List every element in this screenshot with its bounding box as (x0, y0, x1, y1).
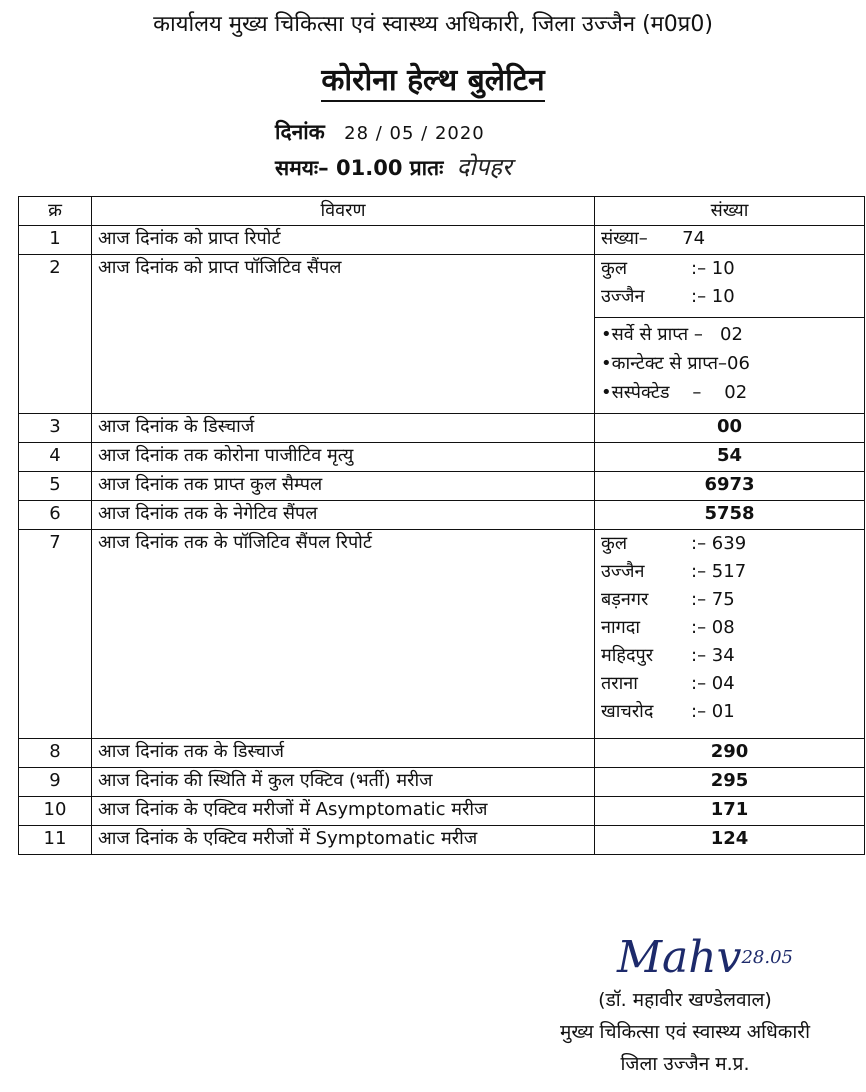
time-line (275, 150, 512, 183)
row-no: 11 (19, 826, 92, 855)
row-no: 10 (19, 797, 92, 826)
row-no: 2 (19, 255, 92, 414)
row-desc: आज दिनांक तक के डिस्चार्ज (92, 739, 595, 768)
time-label: समयः– (275, 156, 329, 180)
row-desc: आज दिनांक के एक्टिव मरीजों में Asymptomatic मरीज (92, 797, 595, 826)
sub-item: कुल :– 10 (601, 258, 735, 279)
row-desc: आज दिनांक के डिस्चार्ज (92, 414, 595, 443)
sub-item: नागदा :– 08 (601, 617, 735, 638)
sub-item: •सर्वे से प्राप्त – 02 (601, 324, 743, 345)
row-no: 5 (19, 472, 92, 501)
header-description: विवरण (92, 197, 595, 226)
row-value: 124 (595, 826, 865, 855)
sub-item: उज्जैन :– 10 (601, 286, 735, 307)
office-header: कार्यालय मुख्य चिकित्सा एवं स्वास्थ्य अधिकारी, जिला उज्जैन (म0प्र0) (153, 12, 713, 37)
row-desc: आज दिनांक की स्थिति में कुल एक्टिव (भर्ती) मरीज (92, 768, 595, 797)
signature-block (520, 928, 850, 988)
signatory-name: (डॉ. महावीर खण्डेलवाल) (598, 989, 772, 1011)
row-desc: आज दिनांक को प्राप्त रिपोर्ट (92, 226, 595, 255)
sub-item: कुल :– 639 (601, 533, 747, 554)
sub-item: बड़नगर :– 75 (601, 589, 735, 610)
row-desc: आज दिनांक तक के पॉजिटिव सैंपल रिपोर्ट (92, 530, 595, 739)
row-value: 290 (595, 739, 865, 768)
table-row (19, 443, 865, 472)
table-row (19, 530, 865, 739)
table-row (19, 255, 865, 414)
table-row (19, 226, 865, 255)
sub-item: •कान्टेक्ट से प्राप्त–06 (601, 353, 750, 374)
time-value: 01.00 प्रातः (336, 156, 444, 180)
table-row (19, 739, 865, 768)
sub-item: उज्जैन :– 517 (601, 561, 747, 582)
sub-item: खाचरोद :– 01 (601, 701, 735, 722)
row-no: 9 (19, 768, 92, 797)
row-value: 00 (595, 414, 865, 443)
row-desc: आज दिनांक तक कोरोना पाजीटिव मृत्यु (92, 443, 595, 472)
row-no: 8 (19, 739, 92, 768)
header-count: संख्या (595, 197, 865, 226)
sub-item: •सस्पेक्टेड – 02 (601, 382, 748, 403)
sub-item: तराना :– 04 (601, 673, 735, 694)
row-no: 7 (19, 530, 92, 739)
row-value (595, 255, 865, 414)
date-label: दिनांक (275, 120, 325, 144)
row-value: 6973 (595, 472, 865, 501)
bulletin-title: कोरोना हेल्थ बुलेटिन (0, 58, 866, 99)
bulletin-table (18, 196, 865, 855)
date-line (275, 118, 485, 146)
header-serial: क्र (19, 197, 92, 226)
row-no: 6 (19, 501, 92, 530)
row-value (595, 530, 865, 739)
row-no: 1 (19, 226, 92, 255)
signatory-designation: मुख्य चिकित्सा एवं स्वास्थ्य अधिकारी (560, 1021, 810, 1043)
table-row (19, 501, 865, 530)
row-desc: आज दिनांक तक प्राप्त कुल सैम्पल (92, 472, 595, 501)
date-value: 28 / 05 / 2020 (344, 123, 485, 144)
row-desc: आज दिनांक के एक्टिव मरीजों में Symptomatic मरीज (92, 826, 595, 855)
signatory-location: जिला उज्जैन म.प्र. (620, 1053, 750, 1075)
table-row (19, 414, 865, 443)
table-row (19, 472, 865, 501)
table-row (19, 826, 865, 855)
table-row (19, 797, 865, 826)
sub-item: महिदपुर :– 34 (601, 645, 735, 666)
row-desc: आज दिनांक को प्राप्त पॉजिटिव सैंपल (92, 255, 595, 414)
handwritten-signature: Mahv$^{28.05}$ (616, 932, 793, 983)
row-no: 3 (19, 414, 92, 443)
signatory-details (520, 984, 850, 1080)
time-handwritten: दोपहर (456, 153, 512, 181)
table-row (19, 768, 865, 797)
row-no: 4 (19, 443, 92, 472)
row-value: संख्या– 74 (595, 226, 865, 255)
row-value: 295 (595, 768, 865, 797)
row-value: 5758 (595, 501, 865, 530)
table-header-row (19, 197, 865, 226)
source-breakdown (595, 317, 864, 413)
row-desc: आज दिनांक तक के नेगेटिव सैंपल (92, 501, 595, 530)
row-value: 54 (595, 443, 865, 472)
row-value: 171 (595, 797, 865, 826)
